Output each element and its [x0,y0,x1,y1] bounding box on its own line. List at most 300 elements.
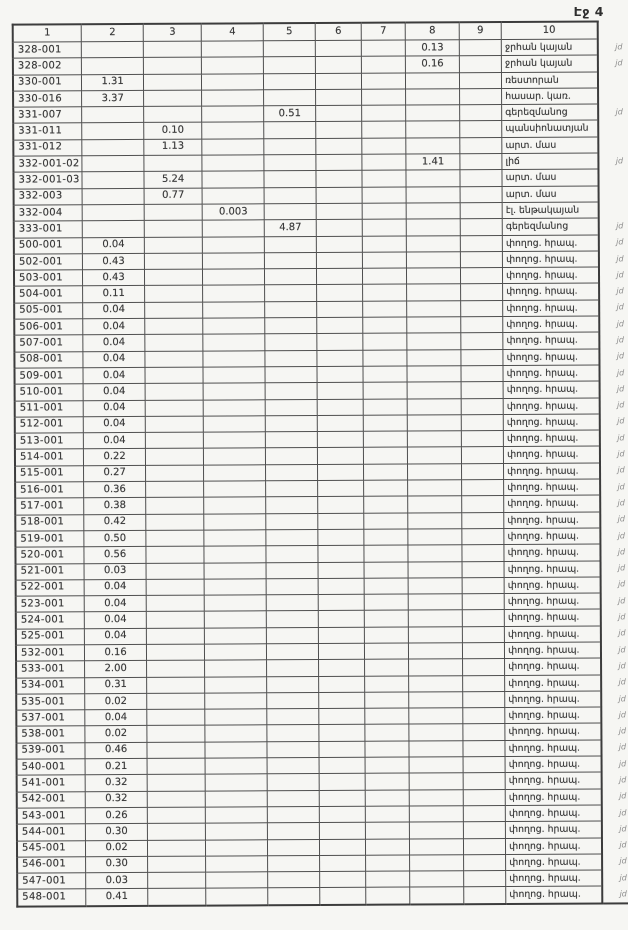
value-cell-col4 [204,497,266,514]
value-cell-col2: 0.02 [85,726,147,743]
value-cell-col5 [266,448,318,465]
land-use-label-cell: փողոց. հրապ. [503,332,599,349]
land-use-label-cell: փողոց. հրապ. [504,577,600,594]
value-cell-col2: 0.32 [85,775,147,792]
value-cell-col9 [462,545,504,562]
value-cell-col9 [463,708,505,725]
value-cell-col5 [265,432,317,449]
handwritten-margin-mark: jd [616,237,624,247]
land-parcel-table [12,20,628,907]
value-cell-col9 [460,186,502,203]
value-cell-col3 [147,758,205,775]
value-cell-col5 [267,774,319,791]
value-cell-col8 [407,415,461,432]
handwritten-margin-mark: jd [617,482,625,492]
value-cell-col6 [316,154,362,171]
value-cell-col7 [364,578,408,595]
value-cell-col6 [318,545,364,562]
value-cell-col5 [265,350,317,367]
column-header-8: 8 [405,22,459,40]
value-cell-col7 [363,333,407,350]
parcel-code-cell: 505-001 [14,302,83,319]
value-cell-col5 [266,578,318,595]
value-cell-col8 [409,643,463,660]
value-cell-col5 [266,595,318,612]
value-cell-col5 [265,399,317,416]
land-use-label-cell: արտ. մաս [502,137,598,154]
land-use-label-cell: փողոց. հրապ. [504,446,600,463]
value-cell-col8 [407,398,461,415]
value-cell-col3 [145,334,203,351]
value-cell-col3 [148,889,206,906]
parcel-code-cell: 535-001 [16,694,85,711]
value-cell-col3 [146,514,204,531]
land-use-label-cell: փողոց. հրապ. [506,886,602,903]
value-cell-col5 [265,383,317,400]
land-use-label-cell: էլ. ենթակայան [502,202,598,219]
value-cell-col6 [316,187,362,204]
parcel-code-cell: 511-001 [15,400,84,417]
value-cell-col2: 0.03 [86,873,148,890]
value-cell-col2: 0.42 [84,514,146,531]
value-cell-col4 [201,41,263,58]
value-cell-col6 [317,366,363,383]
value-cell-col6 [317,431,363,448]
land-use-label-cell: փողոց. հրապ. [505,740,601,757]
value-cell-col6 [316,236,362,253]
value-cell-col8 [407,284,461,301]
value-cell-col8 [407,431,461,448]
value-cell-col3 [147,726,205,743]
value-cell-col4 [204,513,266,530]
value-cell-col3 [147,677,205,694]
value-cell-col7 [362,138,406,155]
value-cell-col7 [366,822,410,839]
value-cell-col6 [315,57,361,74]
value-cell-col2: 0.27 [84,465,146,482]
value-cell-col5 [267,660,319,677]
parcel-code-cell: 545-001 [17,840,86,857]
value-cell-col5 [264,187,316,204]
value-cell-col6 [316,89,362,106]
handwritten-margin-mark: jd [619,856,627,866]
value-cell-col9 [463,659,505,676]
value-cell-col8 [408,626,462,643]
value-cell-col9 [464,871,506,888]
value-cell-col4 [202,90,264,107]
value-cell-col5 [267,692,319,709]
land-use-label-cell: արտ. մաս [502,186,598,203]
value-cell-col4 [205,758,267,775]
value-cell-col8 [409,773,463,790]
value-cell-col7 [363,252,407,269]
value-cell-col4 [204,481,266,498]
value-cell-col5 [265,334,317,351]
value-cell-col6 [318,513,364,530]
parcel-code-cell: 500-001 [14,237,83,254]
value-cell-col2: 0.02 [86,840,148,857]
handwritten-margin-mark [598,71,624,87]
value-cell-col8 [408,447,462,464]
value-cell-col4 [202,236,264,253]
value-cell-col9 [460,105,502,122]
value-cell-col3 [147,660,205,677]
value-cell-col5 [266,497,318,514]
value-cell-col5 [265,301,317,318]
parcel-code-cell: 532-001 [16,645,85,662]
value-cell-col3 [146,530,204,547]
value-cell-col7 [362,219,406,236]
value-cell-col4 [203,367,265,384]
value-cell-col2: 0.41 [86,889,148,906]
handwritten-margin-mark: jd [617,416,625,426]
value-cell-col4 [206,872,268,889]
value-cell-col7 [362,154,406,171]
value-cell-col7 [364,513,408,530]
value-cell-col9 [464,854,506,871]
value-cell-col6 [316,122,362,139]
land-use-label-cell: փողոց. հրապ. [506,838,602,855]
handwritten-margin-mark: jd [619,824,627,834]
value-cell-col6 [318,627,364,644]
value-cell-col4 [203,285,265,302]
column-header-4: 4 [201,23,263,41]
value-cell-col5 [265,252,317,269]
value-cell-col6 [318,578,364,595]
value-cell-col3 [143,41,201,58]
parcel-code-cell: 517-001 [15,498,84,515]
value-cell-col6 [317,350,363,367]
land-use-label-cell: արտ. մաս [502,169,598,186]
value-cell-col5 [266,627,318,644]
land-use-label-cell: լիճ [502,153,598,170]
value-cell-col4 [204,579,266,596]
value-cell-col4 [205,676,267,693]
land-use-label-cell: փողոց. հրապ. [504,561,600,578]
parcel-code-cell: 533-001 [16,661,85,678]
value-cell-col7 [362,236,406,253]
value-cell-col2 [82,172,144,189]
value-cell-col4 [203,416,265,433]
handwritten-margin-mark: jd [616,367,625,378]
value-cell-col4 [205,725,267,742]
value-cell-col9 [462,577,504,594]
parcel-code-cell: 542-001 [17,791,86,808]
value-cell-col3 [146,465,204,482]
parcel-code-cell: 332-001-02 [13,156,82,173]
value-cell-col6 [319,741,365,758]
parcel-code-cell: 332-004 [14,205,83,222]
value-cell-col8 [407,349,461,366]
value-cell-col3 [146,563,204,580]
value-cell-col8 [409,806,463,823]
value-cell-col8 [408,561,462,578]
value-cell-col5 [266,464,318,481]
land-use-label-cell: փողոց. հրապ. [504,593,600,610]
handwritten-margin-mark [598,202,624,218]
value-cell-col2 [82,221,144,238]
land-use-label-cell: փողոց. հրապ. [503,430,599,447]
value-cell-col7 [363,415,407,432]
handwritten-margin-mark [598,120,624,136]
value-cell-col9 [460,219,502,236]
value-cell-col8 [408,480,462,497]
value-cell-col7 [365,643,409,660]
value-cell-col4 [203,269,265,286]
value-cell-col9 [463,757,505,774]
value-cell-col9 [461,268,503,285]
value-cell-col7 [363,268,407,285]
value-cell-col5 [265,415,317,432]
land-use-label-cell: ջրհան կայան [501,39,597,56]
value-cell-col7 [365,806,409,823]
value-cell-col7 [363,399,407,416]
value-cell-col6 [316,105,362,122]
parcel-code-cell: 546-001 [17,857,86,874]
value-cell-col3: 5.24 [144,171,202,188]
value-cell-col8 [409,724,463,741]
value-cell-col3 [147,791,205,808]
land-use-label-cell: փողոց. հրապ. [504,479,600,496]
value-cell-col5 [266,562,318,579]
value-cell-col5 [263,41,315,58]
value-cell-col5 [268,839,320,856]
land-use-label-cell: փողոց. հրապ. [504,512,600,529]
value-cell-col5 [268,855,320,872]
parcel-code-cell: 507-001 [14,335,83,352]
handwritten-margin-mark: jd [616,270,624,280]
value-cell-col8 [407,333,461,350]
value-cell-col9 [463,691,505,708]
parcel-code-cell: 512-001 [15,417,84,434]
land-use-label-cell: փողոց. հրապ. [505,675,601,692]
value-cell-col5 [264,138,316,155]
land-use-label-cell: փողոց. հրապ. [502,235,598,252]
parcel-code-cell: 539-001 [16,742,85,759]
value-cell-col2: 0.04 [83,400,145,417]
value-cell-col9 [463,773,505,790]
value-cell-col7 [363,317,407,334]
handwritten-margin-mark: jd [619,807,627,818]
value-cell-col4 [205,709,267,726]
value-cell-col9 [462,610,504,627]
parcel-code-cell: 544-001 [17,824,86,841]
land-use-label-cell: փողոց. հրապ. [504,463,600,480]
parcel-code-cell: 330-016 [13,91,82,108]
handwritten-margin-mark: jd [618,661,626,671]
value-cell-col2: 0.46 [85,742,147,759]
value-cell-col9 [464,838,506,855]
value-cell-col2: 0.04 [83,318,145,335]
value-cell-col7 [362,170,406,187]
value-cell-col5 [268,823,320,840]
value-cell-col6 [317,301,363,318]
value-cell-col4 [203,302,265,319]
handwritten-margin-mark: jd [617,433,625,443]
value-cell-col9 [461,251,503,268]
value-cell-col9 [463,740,505,757]
parcel-code-cell: 331-012 [13,140,82,157]
land-use-label-cell: փողոց. հրապ. [505,789,601,806]
value-cell-col5 [265,269,317,286]
value-cell-col7 [364,447,408,464]
value-cell-col2: 0.04 [84,628,146,645]
value-cell-col3 [146,481,204,498]
handwritten-margin-mark: jd [617,547,626,557]
handwritten-margin-mark: jd [618,677,626,687]
value-cell-col5 [264,203,316,220]
value-cell-col8 [406,235,460,252]
value-cell-col8 [406,121,460,138]
value-cell-col6 [318,562,364,579]
value-cell-col4 [205,742,267,759]
value-cell-col9 [460,121,502,138]
value-cell-col7 [362,89,406,106]
value-cell-col9 [462,480,504,497]
value-cell-col3: 0.10 [144,123,202,140]
land-use-label-cell: փողոց. հրապ. [506,870,602,887]
land-use-label-cell: փողոց. հրապ. [504,544,600,561]
value-cell-col7 [365,790,409,807]
land-use-label-cell: փողոց. հրապ. [505,691,601,708]
handwritten-margin-mark: jd [616,221,624,231]
column-header-5: 5 [263,23,315,41]
land-use-label-cell: փողոց. հրապ. [505,805,601,822]
value-cell-col4 [205,693,267,710]
value-cell-col6 [319,676,365,693]
value-cell-col8 [409,789,463,806]
value-cell-col3 [145,400,203,417]
value-cell-col6 [315,40,361,57]
land-use-label-cell: փողոց. հրապ. [503,316,599,333]
value-cell-col6 [318,529,364,546]
handwritten-margin-mark: jd [618,612,626,622]
value-cell-col6 [316,73,362,90]
value-cell-col5 [264,236,316,253]
value-cell-col2: 0.04 [82,237,144,254]
value-cell-col6 [317,285,363,302]
value-cell-col7 [364,545,408,562]
value-cell-col2 [81,41,143,58]
value-cell-col8 [410,838,464,855]
land-use-label-cell: փողոց. հրապ. [503,365,599,382]
value-cell-col4 [205,790,267,807]
value-cell-col4 [204,562,266,579]
handwritten-margin-mark: jd [616,319,624,329]
value-cell-col2: 2.00 [85,661,147,678]
value-cell-col5 [266,513,318,530]
value-cell-col7 [362,187,406,204]
value-cell-col8 [409,675,463,692]
handwritten-margin-mark: jd [616,302,624,312]
scanned-table-container [12,20,628,907]
value-cell-col7 [361,40,405,57]
value-cell-col9 [461,349,503,366]
column-header-2: 2 [81,24,143,42]
value-cell-col8 [407,268,461,285]
value-cell-col9 [462,447,504,464]
value-cell-col9 [462,561,504,578]
value-cell-col7 [362,122,406,139]
handwritten-margin-mark: jd [618,759,627,769]
land-use-label-cell: փողոց. հրապ. [503,283,599,300]
value-cell-col2: 0.43 [83,270,145,287]
value-cell-col2: 0.50 [84,530,146,547]
value-cell-col7 [364,610,408,627]
table-row [17,886,628,906]
value-cell-col8 [406,203,460,220]
value-cell-col2: 0.04 [84,579,146,596]
value-cell-col2: 0.43 [83,253,145,270]
value-cell-col7 [363,301,407,318]
value-cell-col3: 0.77 [144,188,202,205]
page-number-label: Էջ 4 [573,4,604,19]
value-cell-col4 [202,220,264,237]
parcel-code-cell: 330-001 [13,74,82,91]
value-cell-col5 [267,741,319,758]
value-cell-col7 [363,350,407,367]
value-cell-col6 [319,692,365,709]
value-cell-col2: 0.21 [85,758,147,775]
handwritten-margin-mark: jd [619,791,627,801]
value-cell-col3 [145,351,203,368]
value-cell-col5 [267,790,319,807]
handwritten-margin-mark: jd [615,107,623,117]
handwritten-margin-mark: jd [617,530,626,540]
land-use-label-cell: փողոց. հրապ. [505,658,601,675]
value-cell-col7 [365,692,409,709]
value-cell-col8 [408,463,462,480]
value-cell-col4 [204,465,266,482]
handwritten-margin-mark: jd [616,384,625,394]
value-cell-col7 [364,480,408,497]
value-cell-col8 [410,855,464,872]
value-cell-col9 [463,789,505,806]
value-cell-col6 [316,220,362,237]
column-header-10: 10 [501,22,597,40]
handwritten-margin-mark: jd [615,156,624,166]
parcel-code-cell: 333-001 [14,221,83,238]
value-cell-col6 [320,888,366,905]
value-cell-col4 [205,660,267,677]
value-cell-col2: 0.22 [84,449,146,466]
value-cell-col7 [365,741,409,758]
parcel-code-cell: 519-001 [15,531,84,548]
handwritten-margin-mark: jd [616,351,625,361]
value-cell-col5 [268,872,320,889]
value-cell-col6 [319,806,365,823]
value-cell-col6 [317,415,363,432]
parcel-code-cell: 537-001 [16,710,85,727]
value-cell-col5 [264,122,316,139]
value-cell-col6 [320,871,366,888]
land-use-label-cell: փողոց. հրապ. [505,756,601,773]
value-cell-col3 [148,823,206,840]
land-use-label-cell: փողոց. հրապ. [503,349,599,366]
parcel-code-cell: 523-001 [16,596,85,613]
value-cell-col8 [407,252,461,269]
value-cell-col8 [409,692,463,709]
value-cell-col4 [202,122,264,139]
value-cell-col3 [145,318,203,335]
parcel-code-cell: 538-001 [16,726,85,743]
value-cell-col9 [463,805,505,822]
value-cell-col2 [82,204,144,221]
value-cell-col3 [146,595,204,612]
parcel-code-cell: 520-001 [15,547,84,564]
value-cell-col3 [145,432,203,449]
value-cell-col4 [203,432,265,449]
